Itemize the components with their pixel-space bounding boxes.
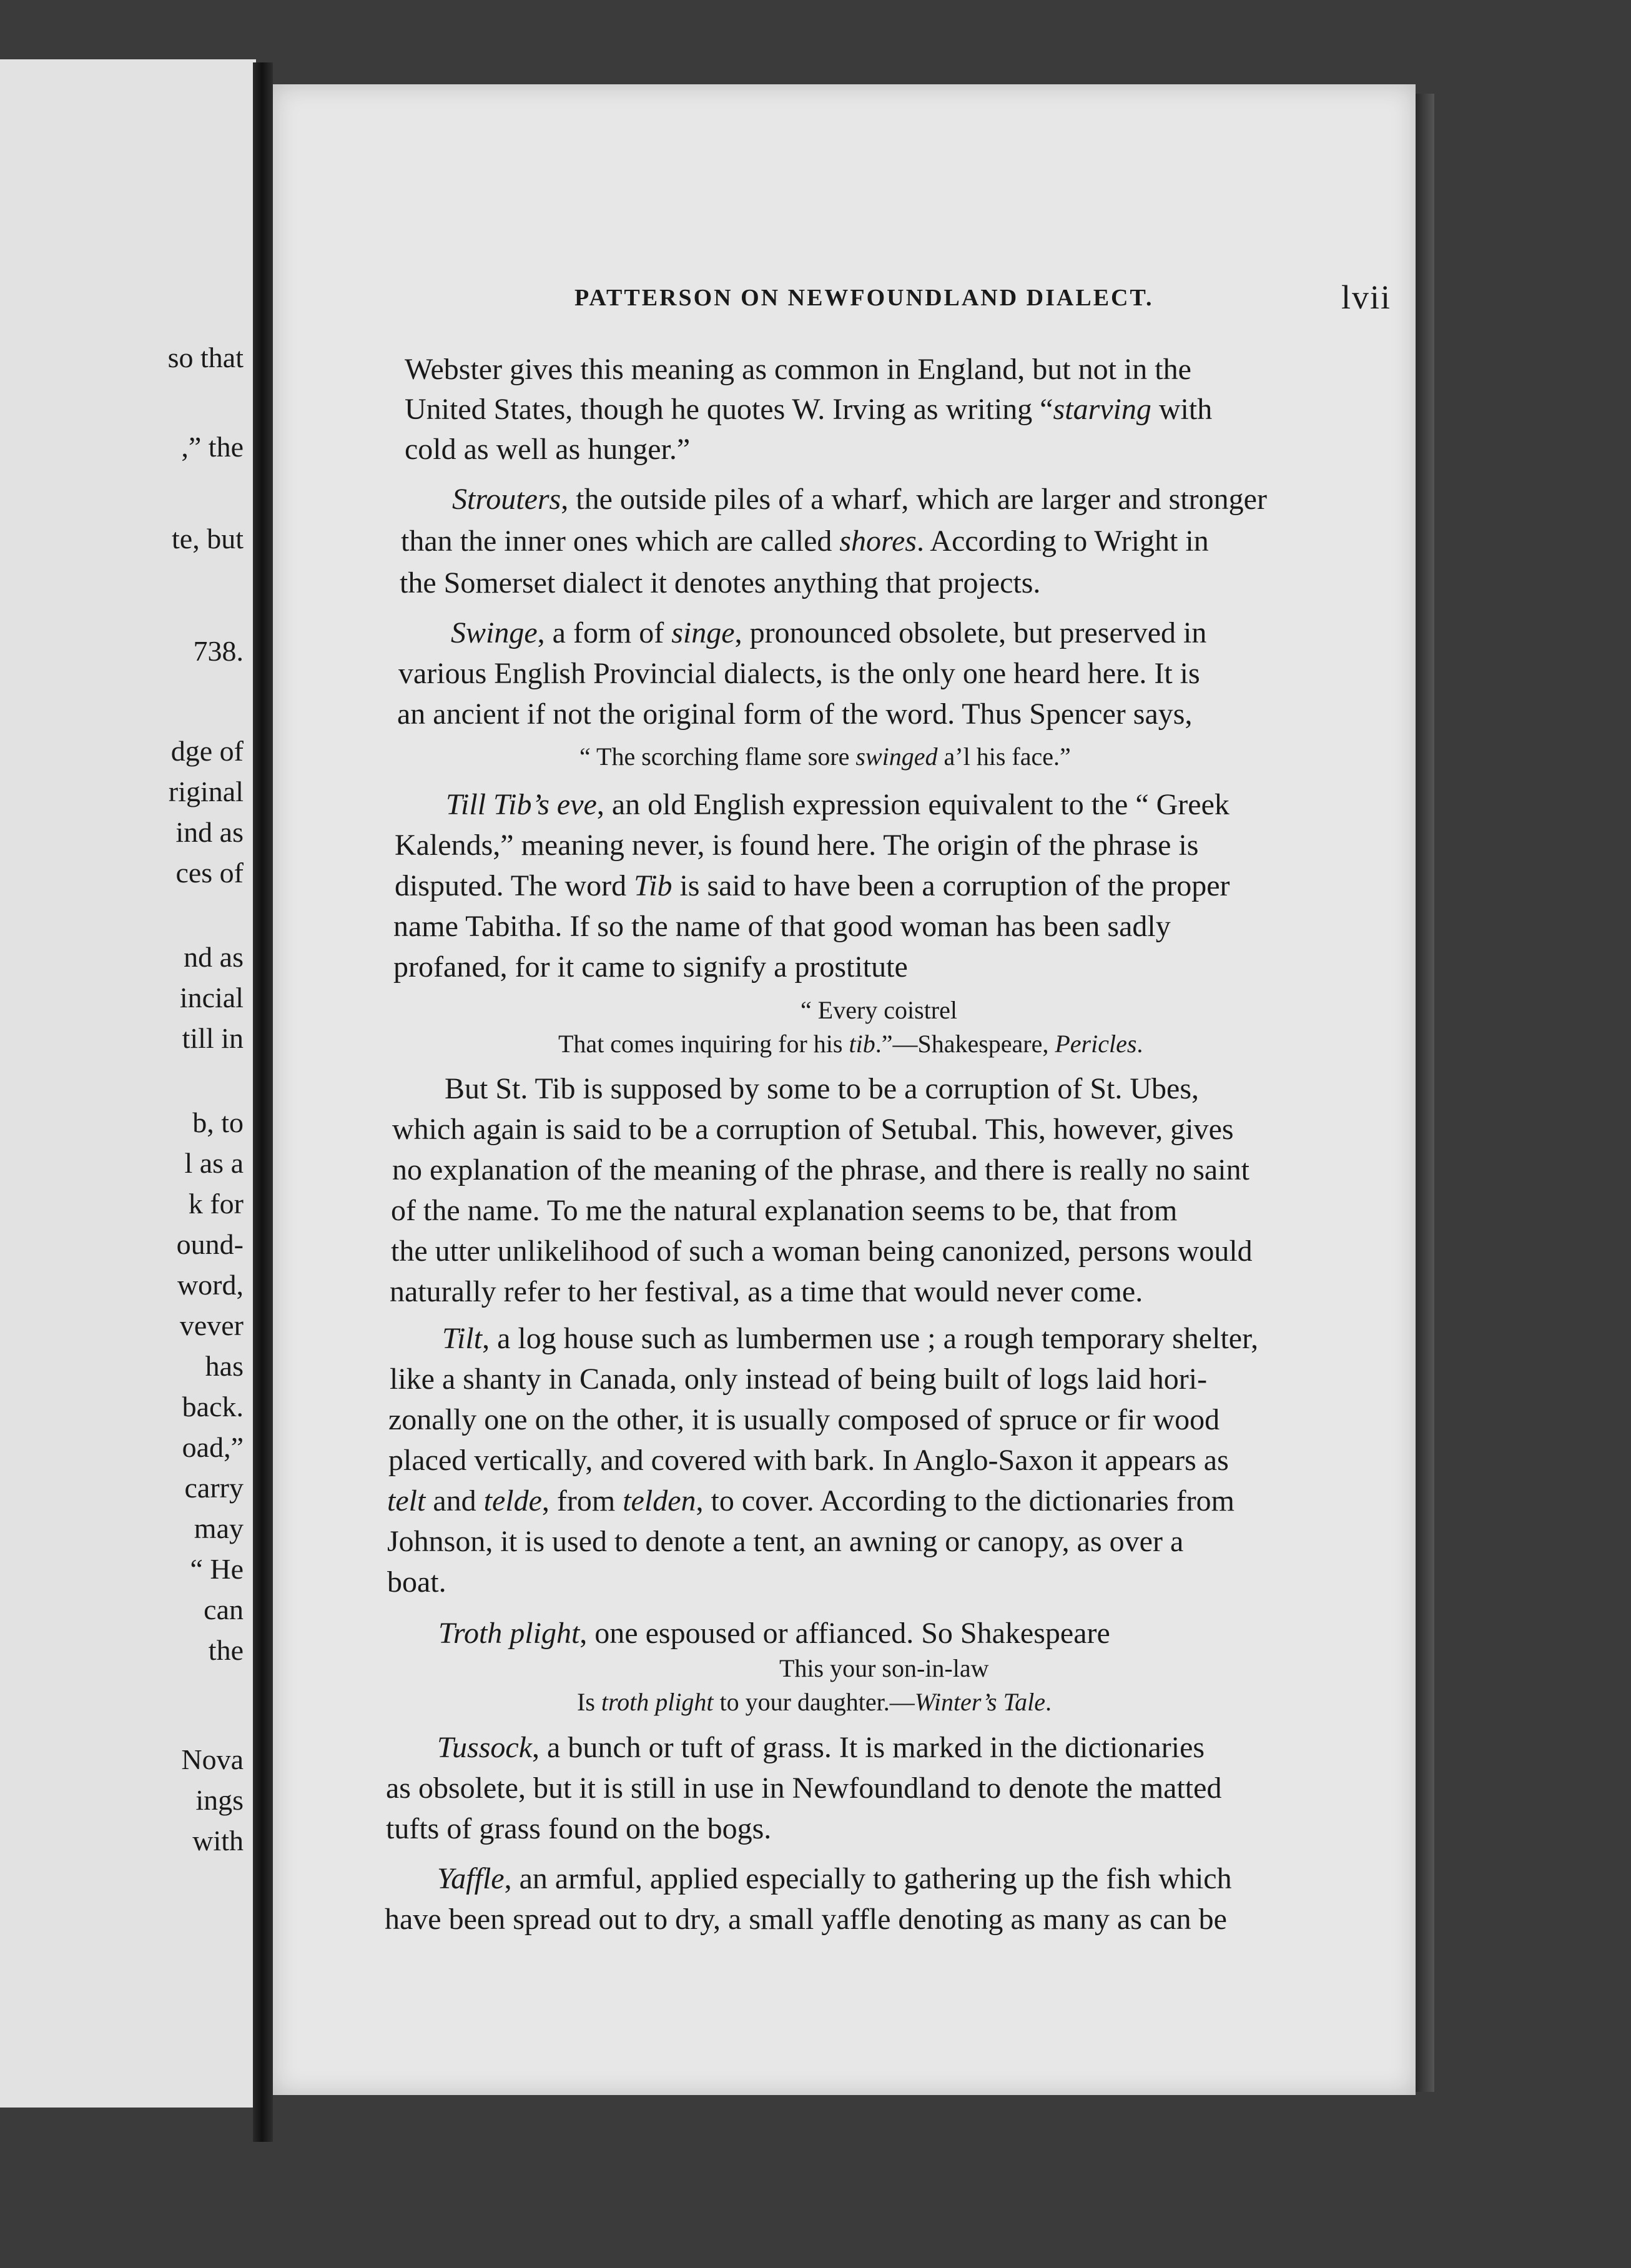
left-fragment-line: has [205,1350,244,1382]
left-fragment-line: so that [167,342,244,373]
left-fragment-line: dge of [170,735,244,767]
left-fragment-line: carry [184,1472,244,1504]
page-number: lvii [1341,279,1392,316]
left-fragment-line: word, [177,1269,244,1301]
scanned-page: so that ,” the te, but 738. dge of riginal ind as ces of nd as incial till in b, to l as a k for ound- word, vever has back. oad,” carry may “ He can the Nova ings with PATTERSON ON NEWFOUNDLAND DIALECT. lvii Webster gives this meaning as common in England, but not in the United States, though he quotes W. Irving as writing “starving with cold as well as hunger.” Strouters, the outside piles of a wharf, which are larger and stronger than the inner ones which are called shores. According to Wright in the Somerset dialect it denotes anything that projects. Swinge, a form of singe, pronounced obsolete, but preserved in various English Provincial dialects, is the only one heard here. It is an ancient if not the original form of the word. Thus Spencer says, “ The scorching flame sore swinged a’l his face.” Till Tib’s eve, an old English expression equivalent to the “ Greek Kalends,” meaning never, is found here. The origin of the phrase is disputed. The word Tib is said to have been a corruption of the proper name Tabitha. If so the name of that good woman has been sadly profaned, for it came to signify a prostitute “ Every coistrel That comes inquiring for his tib.”—Shakespeare, Pericles. But St. Tib is supposed by some to be a corruption of St. Ubes, which again is said to be a corruption of Setubal. This, however, gives no explanation of the meaning of the phrase, and there is really no saint of the name. To me the natural explanation seems to be, that from the utter unlikelihood of such a woman being canonized, persons would naturally refer to her festival, as a time that would never come. Tilt, a log house such as lumbermen use ; a rough temporary shelter, like a shanty in Canada, only instead of being built of logs laid hori- zonally one on the other, it is usually composed of spruce or fir wood placed vertically, and covered with bark. In Anglo-Saxon it appears as telt and telde, from telden, to cover. According to the dictionaries from Johnson, it is used to denote a tent, an awning or canopy, as over a boat. Troth plight, one espoused or affianced. So Shakespeare This your son-in-law Is troth plight to your daughter.—Winter’s Tale. Tussock, a bunch or tuft of grass. It is marked in the dictionaries as obsolete, but it is still in use in Newfoundland to denote the matted tufts of grass found on the bogs. Yaffle, an armful, applied especially to gathering up the fish which have been spread out to dry, a small yaffle denoting as many as can be [0,0,1631,2268]
left-fragment-line: ind as [175,816,244,848]
left-fragment-line: Nova [181,1743,244,1775]
left-fragment-line: till in [182,1022,244,1054]
running-head: PATTERSON ON NEWFOUNDLAND DIALECT. [574,285,1154,311]
left-fragment-line: ,” the [181,431,244,463]
left-fragment-line: te, but [172,523,244,555]
left-fragment-line: the [208,1634,244,1666]
left-fragment-line: ces of [175,857,244,889]
left-fragment-line: ings [195,1784,244,1816]
left-fragment-line: nd as [184,941,244,973]
book-spine-gutter [253,62,273,2142]
left-fragment-line: with [192,1825,244,1856]
left-fragment-line: l as a [184,1147,244,1179]
left-fragment-line: ound- [176,1228,244,1260]
left-fragment-line: “ He [190,1553,244,1585]
page-edge-shadow [1416,94,1434,2092]
left-fragment-line: can [204,1594,244,1625]
left-page-fragment [0,59,256,2108]
left-fragment-line: incial [179,982,244,1013]
left-fragment-line: b, to [192,1107,244,1138]
left-fragment-line: may [194,1512,244,1544]
left-fragment-line: 738. [193,635,244,667]
left-fragment-line: vever [179,1309,244,1341]
left-fragment-line: riginal [168,776,244,807]
left-fragment-line: back. [182,1391,244,1422]
left-fragment-line: k for [188,1188,244,1220]
left-fragment-line: oad,” [182,1431,244,1463]
